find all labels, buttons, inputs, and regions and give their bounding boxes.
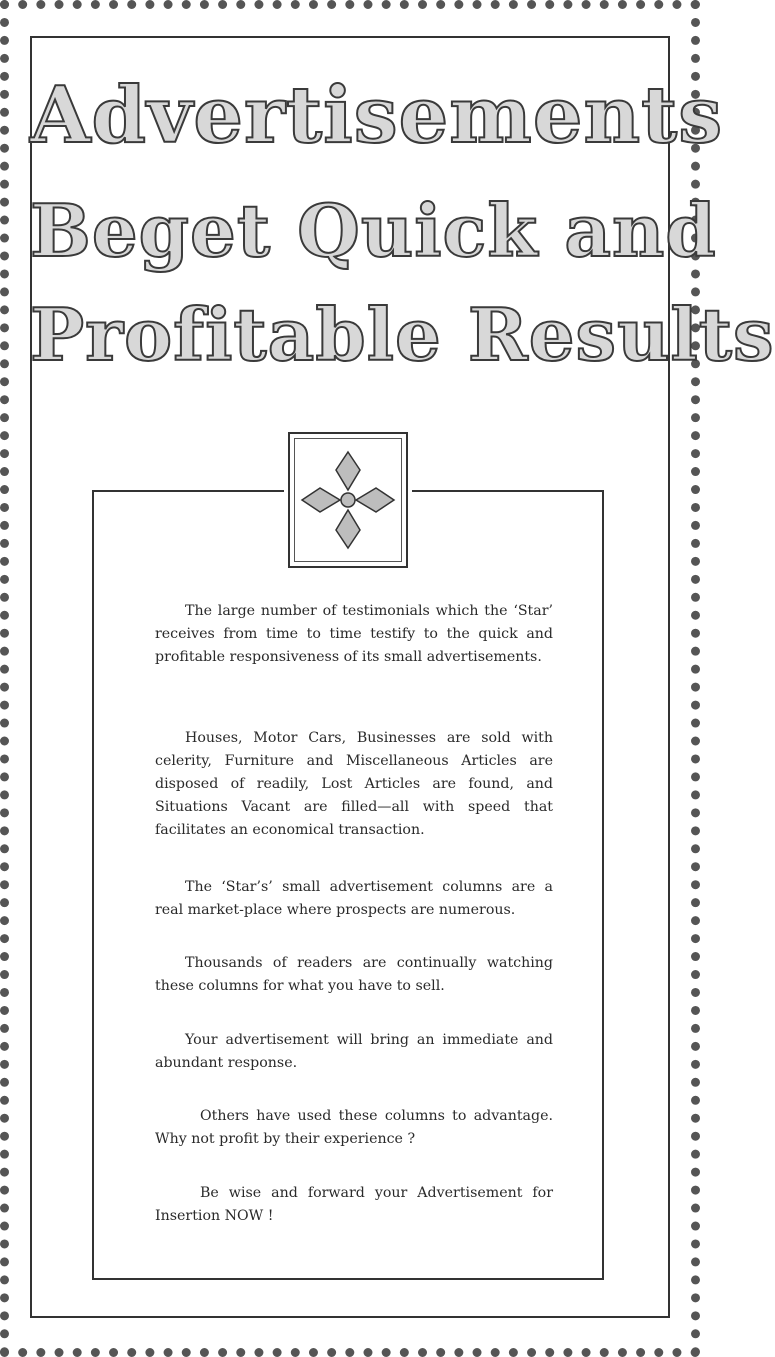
paragraph-call-to-action: Be wise and forward your Advertisement for Insertion NOW ! (155, 1185, 553, 1224)
emblem (288, 432, 408, 568)
paragraph-experience: Others have used these columns to advantage. Why not profit by their experience ? (155, 1108, 553, 1147)
paragraph-testimonials: The large number of testimonials which the ‘Star’ receives from time to time testify to the quick and profitable responsiveness of its small advertisements. (155, 603, 553, 665)
paragraph-sales: Houses, Motor Cars, Businesses are sold with celerity, Furniture and Miscellaneous Articles are disposed of readily, Lost Articles are found, and Situations Vacant are filled—all with speed that facilitates an economical transaction. (155, 730, 553, 838)
headline-line-1: Advertisements (30, 70, 724, 161)
four-point-cross-ornament-icon (296, 444, 400, 556)
paragraph-market-place: The ‘Star’s’ small advertisement columns are a real market-place where prospects are numerous. (155, 879, 553, 918)
paragraph-response: Your advertisement will bring an immediate and abundant response. (155, 1032, 553, 1071)
paragraph-readers: Thousands of readers are continually watching these columns for what you have to sell. (155, 955, 553, 994)
headline-line-3: Profitable Results (30, 292, 775, 377)
headline-line-2: Beget Quick and (30, 188, 717, 273)
